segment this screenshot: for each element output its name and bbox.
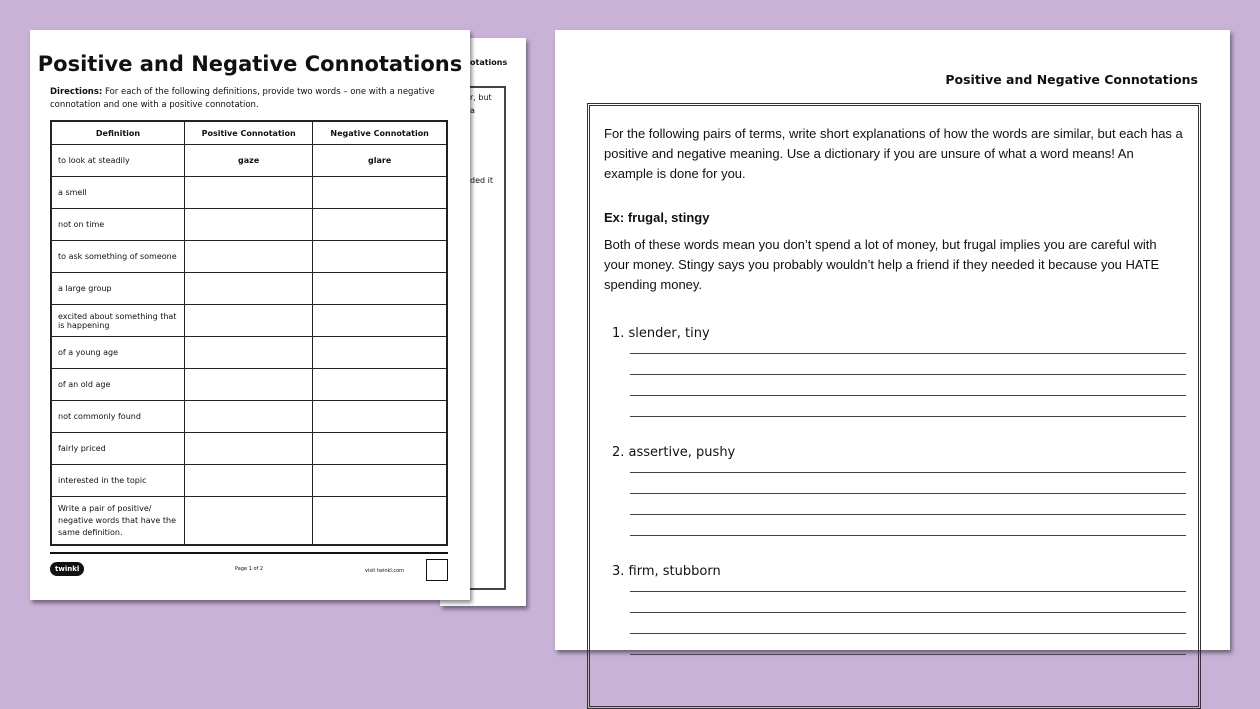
directions bbox=[50, 86, 440, 112]
table-row bbox=[51, 305, 447, 337]
table-row bbox=[51, 465, 447, 497]
content-box bbox=[587, 103, 1201, 709]
twinkl-logo: twinkl bbox=[50, 562, 84, 576]
negative-cell[interactable] bbox=[313, 401, 447, 433]
question-item: 3. firm, stubborn bbox=[612, 564, 721, 579]
answer-line[interactable] bbox=[630, 493, 1186, 494]
positive-cell[interactable] bbox=[185, 305, 313, 337]
negative-cell[interactable] bbox=[313, 465, 447, 497]
answer-line[interactable] bbox=[630, 395, 1186, 396]
positive-cell[interactable] bbox=[185, 209, 313, 241]
quality-badge-icon bbox=[426, 559, 448, 581]
table-row bbox=[51, 337, 447, 369]
table-row bbox=[51, 145, 447, 177]
worksheet-page-2 bbox=[555, 30, 1230, 650]
table-row bbox=[51, 497, 447, 546]
negative-cell[interactable] bbox=[313, 273, 447, 305]
definition-cell: fairly priced bbox=[51, 433, 185, 465]
directions-label: Directions: bbox=[50, 87, 103, 97]
negative-cell[interactable] bbox=[313, 433, 447, 465]
definition-cell: excited about something that is happening bbox=[51, 305, 185, 337]
definition-cell: a smell bbox=[51, 177, 185, 209]
positive-cell[interactable] bbox=[185, 401, 313, 433]
answer-line[interactable] bbox=[630, 416, 1186, 417]
example-heading: Ex: frugal, stingy bbox=[604, 210, 710, 225]
question-item: 2. assertive, pushy bbox=[612, 445, 736, 460]
back-box bbox=[470, 86, 506, 590]
negative-cell[interactable] bbox=[313, 241, 447, 273]
positive-cell[interactable] bbox=[185, 337, 313, 369]
definition-cell: interested in the topic bbox=[51, 465, 185, 497]
positive-cell[interactable] bbox=[185, 241, 313, 273]
definition-cell: to ask something of someone bbox=[51, 241, 185, 273]
page-footer bbox=[50, 552, 448, 574]
definition-cell: not commonly found bbox=[51, 401, 185, 433]
page-title: Positive and Negative Connotations bbox=[945, 72, 1198, 87]
positive-cell[interactable] bbox=[185, 177, 313, 209]
definition-cell: not on time bbox=[51, 209, 185, 241]
definition-cell: of a young age bbox=[51, 337, 185, 369]
negative-cell[interactable] bbox=[313, 177, 447, 209]
negative-cell[interactable]: glare bbox=[313, 145, 447, 177]
table-row bbox=[51, 177, 447, 209]
positive-cell[interactable]: gaze bbox=[185, 145, 313, 177]
directions-text: For each of the following definitions, provide two words – one with a negative connotation and one with a positive connotation. bbox=[50, 87, 435, 110]
definition-cell: of an old age bbox=[51, 369, 185, 401]
answer-line[interactable] bbox=[630, 535, 1186, 536]
answer-line[interactable] bbox=[630, 633, 1186, 634]
example-text: Both of these words mean you don’t spend a lot of money, but frugal implies you are careful with your money. Stingy says you probably wouldn’t help a friend if they needed it because you HATE spending money. bbox=[604, 237, 1160, 292]
positive-cell[interactable] bbox=[185, 465, 313, 497]
column-header: Positive Connotation bbox=[185, 121, 313, 145]
back-title-fragment: otations bbox=[470, 58, 508, 67]
connotations-table bbox=[50, 120, 448, 546]
answer-line[interactable] bbox=[630, 514, 1186, 515]
definition-cell: to look at steadily bbox=[51, 145, 185, 177]
table-row bbox=[51, 401, 447, 433]
question-item: 1. slender, tiny bbox=[612, 326, 710, 341]
negative-cell[interactable] bbox=[313, 305, 447, 337]
negative-cell[interactable] bbox=[313, 337, 447, 369]
answer-line[interactable] bbox=[630, 472, 1186, 473]
page-title: Positive and Negative Connotations bbox=[37, 52, 463, 76]
table-row bbox=[51, 273, 447, 305]
page-number: Page 1 of 2 bbox=[235, 566, 264, 572]
table-row bbox=[51, 241, 447, 273]
table-row bbox=[51, 209, 447, 241]
answer-line[interactable] bbox=[630, 374, 1186, 375]
positive-cell[interactable] bbox=[185, 369, 313, 401]
back-text: r, but bbox=[470, 93, 492, 102]
negative-cell[interactable] bbox=[313, 369, 447, 401]
negative-cell[interactable] bbox=[313, 209, 447, 241]
positive-cell[interactable] bbox=[185, 433, 313, 465]
table-header-row bbox=[51, 121, 447, 145]
answer-line[interactable] bbox=[630, 612, 1186, 613]
column-header: Definition bbox=[51, 121, 185, 145]
positive-cell[interactable] bbox=[185, 273, 313, 305]
back-text: a bbox=[470, 106, 475, 115]
definition-cell: Write a pair of positive/ negative words that have the same definition. bbox=[51, 497, 185, 546]
back-text: ded it bbox=[470, 176, 493, 185]
intro-text: For the following pairs of terms, write short explanations of how the words are similar, but each has a positive and negative meaning. Use a dictionary if you are unsure of what a word means! An example is done for you. bbox=[604, 126, 1183, 181]
answer-line[interactable] bbox=[630, 591, 1186, 592]
table-row bbox=[51, 369, 447, 401]
negative-cell[interactable] bbox=[313, 497, 447, 546]
visit-link: visit twinkl.com bbox=[365, 568, 405, 574]
answer-line[interactable] bbox=[630, 654, 1186, 655]
worksheet-page-1 bbox=[30, 30, 470, 600]
answer-line[interactable] bbox=[630, 353, 1186, 354]
positive-cell[interactable] bbox=[185, 497, 313, 546]
column-header: Negative Connotation bbox=[313, 121, 447, 145]
definition-cell: a large group bbox=[51, 273, 185, 305]
table-row bbox=[51, 433, 447, 465]
